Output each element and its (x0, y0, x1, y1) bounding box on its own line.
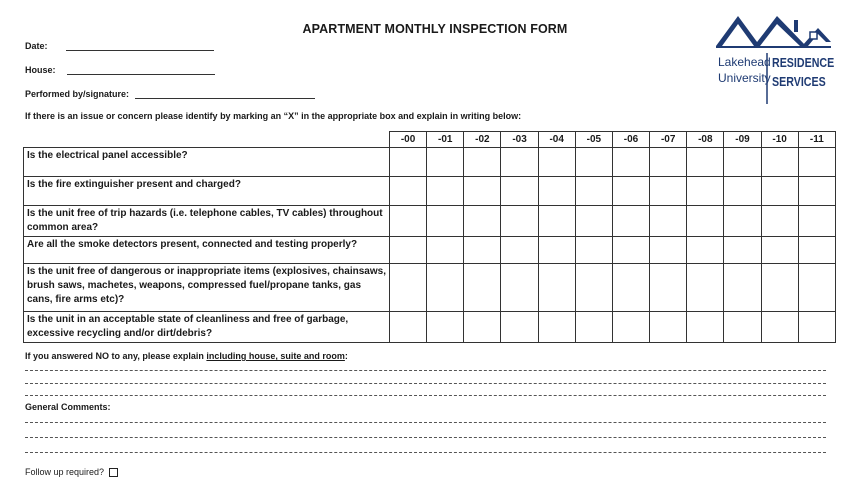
explain-line-1[interactable] (25, 370, 826, 371)
mark-cell[interactable] (650, 264, 687, 312)
mark-cell[interactable] (761, 206, 798, 237)
table-row (24, 148, 836, 177)
column-header: -01 (427, 132, 464, 148)
column-header: -04 (538, 132, 575, 148)
question-cell: Is the unit in an acceptable state of cleanliness and free of garbage, excessive recycling and/or dirt/debris? (24, 312, 390, 343)
mark-cell[interactable] (501, 177, 538, 206)
date-label: Date: (25, 41, 48, 51)
mark-cell[interactable] (761, 264, 798, 312)
mark-cell[interactable] (612, 148, 649, 177)
mark-cell[interactable] (575, 312, 612, 343)
mark-cell[interactable] (687, 206, 724, 237)
mark-cell[interactable] (501, 206, 538, 237)
date-field[interactable] (25, 41, 214, 51)
mark-cell[interactable] (650, 177, 687, 206)
column-header: -00 (390, 132, 427, 148)
mark-cell[interactable] (538, 312, 575, 343)
mark-cell[interactable] (538, 148, 575, 177)
mark-cell[interactable] (798, 177, 835, 206)
table-header-row (24, 132, 836, 148)
mark-cell[interactable] (464, 264, 501, 312)
mark-cell[interactable] (612, 177, 649, 206)
performed-by-field[interactable] (25, 89, 315, 99)
question-cell: Is the electrical panel accessible? (24, 148, 390, 177)
follow-up-label: Follow up required? (25, 467, 105, 477)
mark-cell[interactable] (575, 177, 612, 206)
mark-cell[interactable] (612, 264, 649, 312)
column-header: -03 (501, 132, 538, 148)
mark-cell[interactable] (390, 264, 427, 312)
form-title: APARTMENT MONTHLY INSPECTION FORM (302, 22, 568, 36)
mark-cell[interactable] (390, 177, 427, 206)
residence-services-logo (714, 6, 834, 110)
performed-by-label: Performed by/signature: (25, 89, 130, 99)
mark-cell[interactable] (575, 206, 612, 237)
mark-cell[interactable] (538, 264, 575, 312)
mark-cell[interactable] (650, 206, 687, 237)
instruction-text: If there is an issue or concern please identify by marking an “X” in the appropriate box and explain in writing below: (25, 111, 522, 121)
mark-cell[interactable] (427, 237, 464, 264)
mark-cell[interactable] (761, 237, 798, 264)
mark-cell[interactable] (464, 312, 501, 343)
mark-cell[interactable] (724, 264, 761, 312)
house-label: House: (25, 65, 56, 75)
mark-cell[interactable] (612, 312, 649, 343)
mark-cell[interactable] (464, 206, 501, 237)
general-comments-label: General Comments: (25, 402, 111, 412)
question-cell: Is the fire extinguisher present and charged? (24, 177, 390, 206)
mark-cell[interactable] (464, 237, 501, 264)
column-header: -10 (761, 132, 798, 148)
mark-cell[interactable] (650, 237, 687, 264)
mark-cell[interactable] (761, 148, 798, 177)
explain-suffix: : (344, 351, 348, 361)
column-header: -02 (464, 132, 501, 148)
comments-line-1[interactable] (25, 422, 826, 423)
mark-cell[interactable] (390, 206, 427, 237)
comments-line-2[interactable] (25, 437, 826, 438)
mark-cell[interactable] (575, 148, 612, 177)
comments-line-3[interactable] (25, 452, 826, 453)
logo-dept-line2: SERVICES (772, 74, 826, 89)
logo-university-line2: University (718, 71, 771, 85)
mark-cell[interactable] (687, 264, 724, 312)
mark-cell[interactable] (390, 312, 427, 343)
mark-cell[interactable] (798, 206, 835, 237)
date-line[interactable] (66, 41, 214, 51)
question-cell: Is the unit free of dangerous or inappropriate items (explosives, chainsaws, brush saws, machetes, weapons, compressed fuel/propane tanks, gas cans, fire arms etc)? (24, 264, 390, 312)
mark-cell[interactable] (538, 177, 575, 206)
mark-cell[interactable] (501, 312, 538, 343)
mark-cell[interactable] (390, 237, 427, 264)
column-header: -09 (724, 132, 761, 148)
mark-cell[interactable] (687, 148, 724, 177)
explain-line-3[interactable] (25, 395, 826, 396)
mark-cell[interactable] (724, 148, 761, 177)
mark-cell[interactable] (798, 312, 835, 343)
mark-cell[interactable] (575, 264, 612, 312)
follow-up-checkbox[interactable] (109, 468, 118, 477)
mark-cell[interactable] (687, 312, 724, 343)
column-header: -06 (612, 132, 649, 148)
mark-cell[interactable] (501, 264, 538, 312)
table-row (24, 312, 836, 343)
mark-cell[interactable] (464, 177, 501, 206)
mark-cell[interactable] (761, 177, 798, 206)
mark-cell[interactable] (464, 148, 501, 177)
mark-cell[interactable] (427, 312, 464, 343)
mark-cell[interactable] (612, 237, 649, 264)
follow-up (25, 467, 118, 477)
mark-cell[interactable] (501, 148, 538, 177)
mark-cell[interactable] (724, 237, 761, 264)
mark-cell[interactable] (650, 148, 687, 177)
table-row (24, 177, 836, 206)
explain-prefix: If you answered NO to any, please explain (25, 351, 207, 361)
mark-cell[interactable] (501, 237, 538, 264)
performed-by-line[interactable] (135, 89, 315, 99)
question-cell: Is the unit free of trip hazards (i.e. telephone cables, TV cables) throughout common area? (24, 206, 390, 237)
mark-cell[interactable] (612, 206, 649, 237)
table-row (24, 237, 836, 264)
inspection-table (23, 131, 836, 343)
column-header: -08 (687, 132, 724, 148)
mark-cell[interactable] (575, 237, 612, 264)
house-line[interactable] (67, 65, 215, 75)
header-blank-cell (24, 132, 390, 148)
logo-university-line1: Lakehead (718, 55, 771, 69)
mark-cell[interactable] (798, 264, 835, 312)
question-cell: Are all the smoke detectors present, connected and testing properly? (24, 237, 390, 264)
mark-cell[interactable] (724, 177, 761, 206)
mark-cell[interactable] (427, 177, 464, 206)
mark-cell[interactable] (724, 312, 761, 343)
mark-cell[interactable] (427, 206, 464, 237)
mark-cell[interactable] (798, 148, 835, 177)
mark-cell[interactable] (427, 264, 464, 312)
mark-cell[interactable] (798, 237, 835, 264)
logo-dept-line1: RESIDENCE (772, 55, 835, 70)
mark-cell[interactable] (687, 237, 724, 264)
mark-cell[interactable] (390, 148, 427, 177)
explain-line-2[interactable] (25, 383, 826, 384)
column-header: -07 (650, 132, 687, 148)
house-field[interactable] (25, 65, 215, 75)
mark-cell[interactable] (650, 312, 687, 343)
mark-cell[interactable] (538, 237, 575, 264)
mark-cell[interactable] (427, 148, 464, 177)
explain-underlined: including house, suite and room (206, 351, 345, 361)
mark-cell[interactable] (687, 177, 724, 206)
explain-prompt (25, 351, 348, 361)
table-row (24, 206, 836, 237)
mark-cell[interactable] (538, 206, 575, 237)
mark-cell[interactable] (724, 206, 761, 237)
table-row (24, 264, 836, 312)
column-header: -11 (798, 132, 835, 148)
column-header: -05 (575, 132, 612, 148)
mark-cell[interactable] (761, 312, 798, 343)
